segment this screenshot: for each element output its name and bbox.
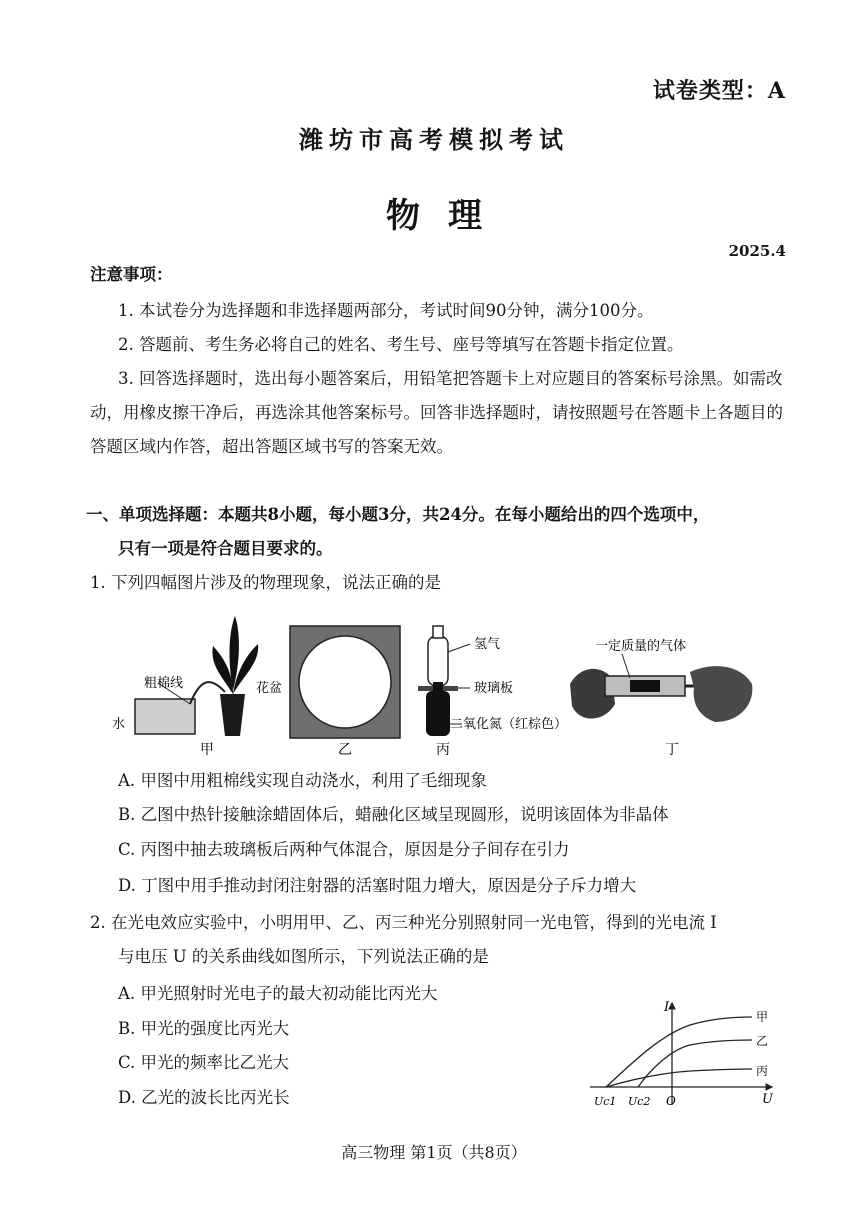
figure-ding	[570, 638, 752, 758]
figure-bing	[418, 626, 567, 758]
q2-iu-graph	[580, 995, 780, 1115]
uc2-label: Uc2	[628, 1095, 651, 1108]
paper-type: 试卷类型：A	[652, 78, 786, 104]
notice-item-3: 3. 回答选择题时，选出每小题答案后，用铅笔把答题卡上对应题目的答案标号涂黑。如需改动，用橡皮擦干净后，再选涂其他答案标号。回答非选择题时，请按照题号在答题卡上各题目的答题区域内作答，超出答题区域书写的答案无效。	[90, 369, 783, 456]
q2-stem-line1: 2. 在光电效应实验中，小明用甲、乙、丙三种光分别照射同一光电管，得到的光电流 I	[90, 913, 717, 932]
figure-yi	[290, 626, 400, 758]
figure-jia	[112, 616, 282, 758]
q1-option-d: D. 丁图中用手推动封闭注射器的活塞时阻力增大，原因是分子斥力增大	[118, 876, 637, 895]
notice-item-1: 1. 本试卷分为选择题和非选择题两部分，考试时间90分钟，满分100分。	[118, 301, 654, 320]
subject-title: 物理	[386, 196, 510, 236]
label-no2: 二氧化氮（红棕色）	[450, 717, 568, 732]
q1-figure	[100, 604, 760, 764]
origin-label: O	[666, 1094, 676, 1108]
exam-date: 2025.4	[728, 242, 786, 260]
uc1-label: Uc1	[594, 1095, 617, 1108]
u-axis-label: U	[762, 1092, 773, 1107]
q2-option-b: B. 甲光的强度比丙光大	[118, 1019, 290, 1038]
q2-option-c: C. 甲光的频率比乙光大	[118, 1053, 290, 1072]
notice-item-2: 2. 答题前、考生务必将自己的姓名、考生号、座号等填写在答题卡指定位置。	[118, 335, 684, 354]
label-pot: 花盆	[256, 681, 283, 696]
caption-ding: 丁	[665, 742, 679, 758]
label-cotton: 粗棉线	[144, 676, 184, 691]
notice-title: 注意事项：	[90, 265, 173, 284]
label-glass: 玻璃板	[474, 681, 514, 696]
curve-yi-label: 乙	[756, 1034, 769, 1048]
curve-jia	[606, 1017, 752, 1087]
page-footer: 高三物理 第1页（共8页）	[341, 1143, 527, 1162]
curve-yi	[638, 1040, 752, 1087]
i-axis-label: I	[664, 1000, 670, 1015]
section-heading-line2: 只有一项是符合题目要求的。	[118, 539, 333, 558]
q1-option-a: A. 甲图中用粗棉线实现自动浇水，利用了毛细现象	[118, 771, 487, 790]
curve-bing-label: 丙	[756, 1064, 769, 1078]
label-gas: 一定质量的气体	[595, 639, 687, 654]
caption-bing: 丙	[436, 742, 450, 758]
curve-bing	[606, 1069, 752, 1087]
q1-option-c: C. 丙图中抽去玻璃板后两种气体混合，原因是分子间存在引力	[118, 840, 570, 859]
q1-option-b: B. 乙图中热针接触涂蜡固体后，蜡融化区域呈现圆形，说明该固体为非晶体	[118, 805, 669, 824]
exam-title: 潍坊市高考模拟考试	[299, 125, 569, 154]
q2-option-d: D. 乙光的波长比丙光长	[118, 1088, 290, 1107]
caption-yi: 乙	[338, 742, 352, 758]
label-water: 水	[112, 717, 126, 732]
q2-stem-line2: 与电压 U 的关系曲线如图所示，下列说法正确的是	[118, 947, 489, 966]
caption-jia: 甲	[200, 742, 214, 758]
curve-jia-label: 甲	[756, 1010, 769, 1024]
q1-stem: 1. 下列四幅图片涉及的物理现象，说法正确的是	[90, 573, 441, 592]
q2-option-a: A. 甲光照射时光电子的最大初动能比丙光大	[118, 984, 438, 1003]
label-hydrogen: 氢气	[474, 637, 501, 652]
section-heading-line1: 一、单项选择题：本题共8小题，每小题3分，共24分。在每小题给出的四个选项中，	[86, 505, 710, 524]
